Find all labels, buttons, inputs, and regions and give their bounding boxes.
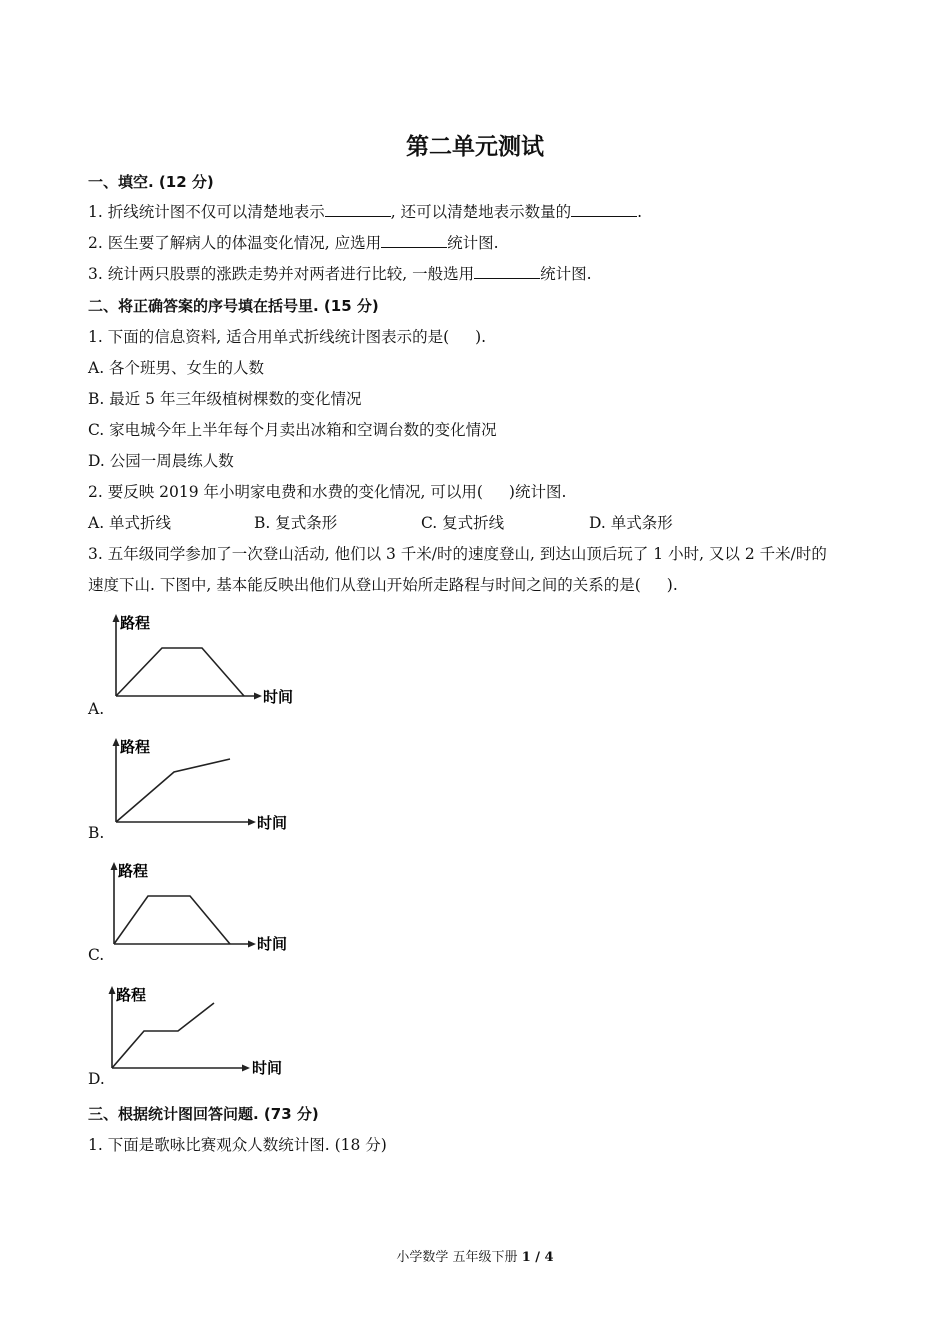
y-axis-arrow-icon [109, 986, 116, 994]
x-axis-label: 时间 [257, 814, 288, 832]
s2-q2-option-c: C. 复式折线 [421, 514, 505, 532]
s2-q2-text-a: 2. 要反映 2019 年小明家电费和水费的变化情况, 可以用( [88, 483, 483, 501]
s2-q1-text-a: 1. 下面的信息资料, 适合用单式折线统计图表示的是( [88, 328, 450, 346]
s2-q2-option-b: B. 复式条形 [254, 514, 338, 532]
s1-q1-text-c: . [637, 203, 643, 221]
x-axis-label: 时间 [252, 1059, 283, 1077]
s2-q1-option-c: C. 家电城今年上半年每个月卖出冰箱和空调台数的变化情况 [88, 421, 497, 439]
graph-a [100, 612, 320, 708]
graph-d-label: D. [88, 1070, 105, 1088]
x-axis-label: 时间 [263, 688, 294, 706]
graph-b-label: B. [88, 824, 105, 842]
s2-q3-text-b: ). [666, 576, 678, 594]
s2-question-3-line-1: 3. 五年级同学参加了一次登山活动, 他们以 3 千米/时的速度登山, 到达山顶后玩了 1 小时, 又以 2 千米/时的 [88, 545, 827, 563]
x-axis-arrow-icon [242, 1065, 250, 1072]
x-axis-arrow-icon [248, 819, 256, 826]
page-number: 1 / 4 [521, 1250, 554, 1265]
s1-question-1 [88, 202, 642, 222]
s1-question-3 [88, 264, 592, 284]
footer-text: 小学数学 五年级下册 [396, 1250, 518, 1265]
s2-q1-option-a: A. 各个班男、女生的人数 [88, 359, 265, 377]
s3-question-1: 1. 下面是歌咏比赛观众人数统计图. (18 分) [88, 1136, 387, 1154]
y-axis-arrow-icon [113, 738, 120, 746]
s2-q1-option-b: B. 最近 5 年三年级植树棵数的变化情况 [88, 390, 362, 408]
distance-line [116, 759, 230, 822]
y-axis-arrow-icon [113, 614, 120, 622]
s2-q2-text-b: )统计图. [508, 483, 567, 501]
page-title: 第二单元测试 [406, 134, 544, 160]
s1-q2-text-a: 2. 医生要了解病人的体温变化情况, 应选用 [88, 234, 382, 252]
distance-line [114, 896, 230, 944]
section-1-heading: 一、填空. (12 分) [88, 173, 214, 191]
answer-blank[interactable] [571, 202, 637, 217]
s2-question-2 [88, 482, 566, 502]
answer-blank[interactable] [381, 233, 447, 248]
x-axis-arrow-icon [248, 941, 256, 948]
y-axis-arrow-icon [111, 862, 118, 870]
y-axis-label: 路程 [120, 738, 151, 756]
s2-q3-text-a: 速度下山. 下图中, 基本能反映出他们从登山开始所走路程与时间之间的关系的是( [88, 576, 641, 594]
s1-q3-text-a: 3. 统计两只股票的涨跌走势并对两者进行比较, 一般选用 [88, 265, 475, 283]
distance-line [116, 648, 244, 696]
answer-blank[interactable] [474, 264, 540, 279]
distance-line [112, 1003, 214, 1068]
s2-q2-option-d: D. 单式条形 [589, 514, 673, 532]
graph-d [100, 984, 320, 1080]
s1-q1-text-a: 1. 折线统计图不仅可以清楚地表示 [88, 203, 325, 221]
graph-b [100, 736, 320, 832]
s2-q1-text-b: ). [475, 328, 487, 346]
s2-question-3-line-2 [88, 575, 678, 595]
x-axis-arrow-icon [254, 693, 262, 700]
s2-q1-option-d: D. 公园一周晨练人数 [88, 452, 234, 470]
graph-c [100, 860, 320, 956]
s2-question-1 [88, 327, 486, 347]
graph-c-label: C. [88, 946, 105, 964]
page-footer [0, 1246, 950, 1265]
section-3-heading: 三、根据统计图回答问题. (73 分) [88, 1105, 319, 1123]
s1-q3-text-b: 统计图. [540, 265, 592, 283]
section-2-heading: 二、将正确答案的序号填在括号里. (15 分) [88, 297, 379, 315]
y-axis-label: 路程 [120, 614, 151, 632]
s1-question-2 [88, 233, 499, 253]
s2-q2-option-a: A. 单式折线 [88, 514, 172, 532]
graph-a-label: A. [88, 700, 105, 718]
x-axis-label: 时间 [257, 935, 288, 953]
y-axis-label: 路程 [116, 986, 147, 1004]
answer-blank[interactable] [325, 202, 391, 217]
y-axis-label: 路程 [118, 862, 149, 880]
s1-q1-text-b: , 还可以清楚地表示数量的 [390, 203, 572, 221]
s1-q2-text-b: 统计图. [447, 234, 499, 252]
